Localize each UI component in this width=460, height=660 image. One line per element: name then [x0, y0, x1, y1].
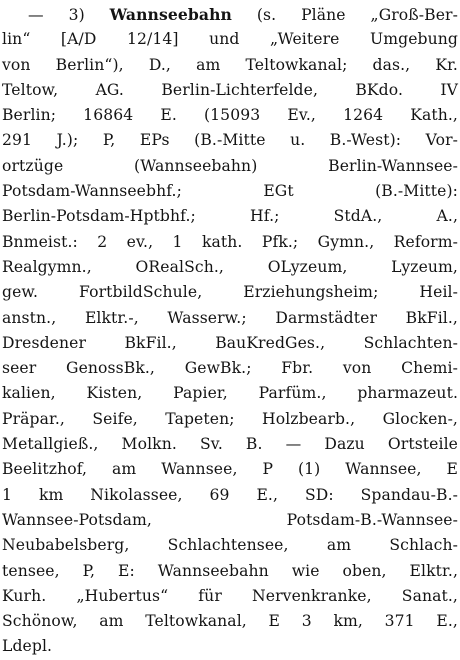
entry-line-26: Ldepl. — [2, 637, 53, 656]
entry-line-5: Berlin; 16864 E. (15093 Ev., 1264 Kath., — [2, 106, 458, 125]
entry-line-14: Dresdener BkFil., BauKredGes., Schlachten- — [2, 333, 458, 352]
entry-line-21: Wannsee-Potsdam, Potsdam-B.-Wannsee- — [2, 510, 458, 529]
dictionary-entry — [2, 2, 458, 656]
entry-line-6: 291 J.); P, EPs (B.-Mitte u. B.-West): Vor- — [2, 131, 458, 150]
entry-number: — 3) — [28, 6, 85, 24]
entry-line-2: lin“ [A/D 12/14] und „Weitere Umgebung — [2, 30, 458, 49]
entry-line-23: tensee, P, E: Wannseebahn wie oben, Elktr., — [2, 561, 458, 580]
entry-line-1 — [2, 2, 458, 27]
entry-line-13: anstn., Elktr.-, Wasserw.; Darmstädter BkFil., — [2, 308, 458, 327]
entry-line-1-text: (s. Pläne „Groß-Ber- — [256, 6, 458, 24]
entry-line-4: Teltow, AG. Berlin-Lichterfelde, BKdo. IV — [2, 80, 458, 99]
entry-line-24: Kurh. „Hubertus“ für Nervenkranke, Sanat., — [2, 586, 458, 605]
entry-line-16: kalien, Kisten, Papier, Parfüm., pharmazeut. — [2, 384, 458, 403]
entry-line-25: Schönow, am Teltowkanal, E 3 km, 371 E., — [2, 612, 458, 631]
entry-line-22: Neubabelsberg, Schlachtensee, am Schlach- — [2, 536, 458, 555]
entry-line-7: ortzüge (Wannseebahn) Berlin-Wannsee- — [2, 156, 458, 175]
entry-line-17: Präpar., Seife, Tapeten; Holzbearb., Glocken-, — [2, 409, 458, 428]
entry-line-12: gew. FortbildSchule, Erziehungsheim; Heil- — [2, 283, 458, 302]
entry-line-20: 1 km Nikolassee, 69 E., SD: Spandau-B.- — [2, 485, 458, 504]
entry-headword: Wannseebahn — [109, 5, 232, 24]
entry-line-11: Realgymn., ORealSch., OLyzeum, Lyzeum, — [2, 257, 458, 276]
entry-line-18: Metallgieß., Molkn. Sv. B. — Dazu Ortsteile — [2, 435, 458, 454]
entry-line-9: Berlin-Potsdam-Hptbhf.; Hf.; StdA., A., — [2, 207, 458, 226]
entry-line-15: seer GenossBk., GewBk.; Fbr. von Chemi- — [2, 359, 458, 378]
entry-line-19: Beelitzhof, am Wannsee, P (1) Wannsee, E — [2, 460, 458, 479]
entry-line-8: Potsdam-Wannseebhf.; EGt (B.-Mitte): — [2, 182, 458, 201]
entry-line-3: von Berlin“), D., am Teltowkanal; das., Kr. — [2, 55, 458, 74]
entry-line-10: Bnmeist.: 2 ev., 1 kath. Pfk.; Gymn., Reform- — [2, 232, 458, 251]
